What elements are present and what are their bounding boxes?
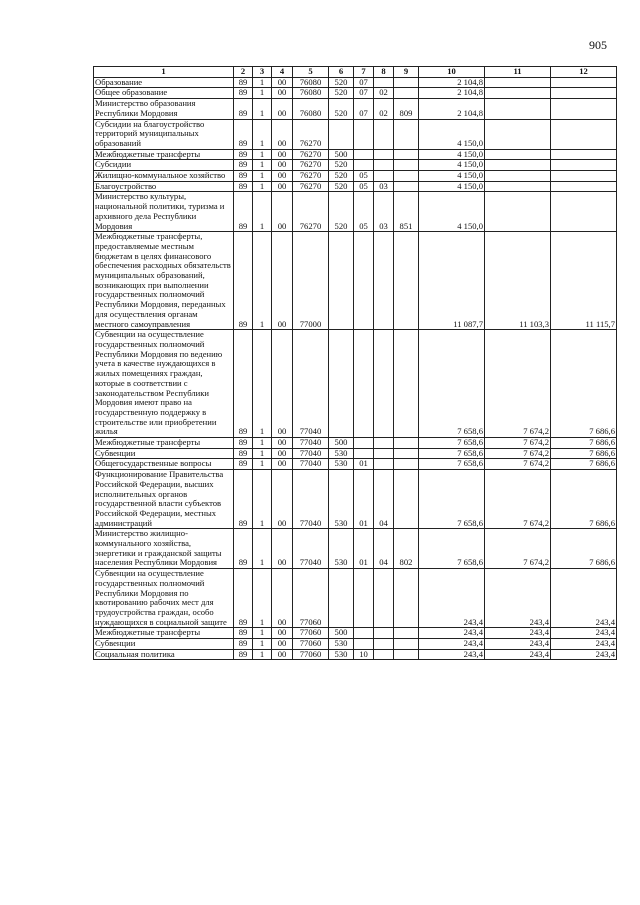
code-cell: 1 (253, 569, 272, 628)
code-cell: 00 (272, 448, 293, 459)
code-cell (394, 77, 419, 88)
amount-cell: 243,4 (551, 649, 617, 660)
code-cell: 1 (253, 459, 272, 470)
table-row (94, 160, 617, 171)
amount-cell: 11 087,7 (419, 232, 485, 330)
amount-cell (485, 192, 551, 232)
amount-cell: 4 150,0 (419, 171, 485, 182)
amount-cell: 243,4 (419, 569, 485, 628)
code-cell: 76270 (293, 119, 329, 149)
code-cell: 77060 (293, 569, 329, 628)
code-cell: 89 (234, 639, 253, 650)
row-name-cell: Субсидии на благоустройство территорий муниципальных образований (94, 119, 234, 149)
amount-cell: 243,4 (485, 639, 551, 650)
code-cell (354, 639, 374, 650)
code-cell: 89 (234, 330, 253, 438)
code-cell (394, 149, 419, 160)
code-cell (354, 232, 374, 330)
col-header: 2 (234, 67, 253, 78)
code-cell: 00 (272, 99, 293, 119)
code-cell: 1 (253, 77, 272, 88)
code-cell: 89 (234, 448, 253, 459)
amount-cell: 4 150,0 (419, 160, 485, 171)
code-cell: 89 (234, 232, 253, 330)
amount-cell: 11 103,3 (485, 232, 551, 330)
code-cell: 520 (329, 77, 354, 88)
code-cell: 1 (253, 448, 272, 459)
code-cell: 77040 (293, 330, 329, 438)
amount-cell: 243,4 (551, 639, 617, 650)
table-row (94, 181, 617, 192)
code-cell: 77060 (293, 649, 329, 660)
code-cell: 89 (234, 628, 253, 639)
amount-cell: 4 150,0 (419, 149, 485, 160)
amount-cell: 7 674,2 (485, 448, 551, 459)
code-cell: 1 (253, 232, 272, 330)
code-cell: 809 (394, 99, 419, 119)
code-cell: 1 (253, 529, 272, 569)
code-cell: 00 (272, 149, 293, 160)
code-cell: 89 (234, 438, 253, 449)
table-row (94, 470, 617, 529)
code-cell (329, 330, 354, 438)
code-cell: 1 (253, 628, 272, 639)
code-cell (374, 119, 394, 149)
code-cell: 530 (329, 529, 354, 569)
code-cell: 07 (354, 99, 374, 119)
code-cell: 530 (329, 649, 354, 660)
row-name-cell: Межбюджетные трансферты (94, 149, 234, 160)
amount-cell (485, 181, 551, 192)
page-number: 905 (589, 38, 607, 52)
code-cell (394, 639, 419, 650)
amount-cell: 4 150,0 (419, 119, 485, 149)
code-cell (374, 171, 394, 182)
table-row (94, 448, 617, 459)
amount-cell (551, 77, 617, 88)
code-cell: 05 (354, 171, 374, 182)
table-body (94, 77, 617, 660)
code-cell: 03 (374, 192, 394, 232)
code-cell: 00 (272, 88, 293, 99)
code-cell (394, 181, 419, 192)
code-cell: 76270 (293, 181, 329, 192)
amount-cell: 2 104,8 (419, 99, 485, 119)
code-cell: 05 (354, 192, 374, 232)
code-cell (394, 119, 419, 149)
code-cell (394, 448, 419, 459)
code-cell (354, 160, 374, 171)
col-header: 10 (419, 67, 485, 78)
table-row (94, 77, 617, 88)
row-name-cell: Субсидии (94, 160, 234, 171)
col-header: 9 (394, 67, 419, 78)
code-cell: 77040 (293, 438, 329, 449)
amount-cell: 2 104,8 (419, 88, 485, 99)
code-cell (374, 330, 394, 438)
code-cell: 1 (253, 99, 272, 119)
code-cell: 00 (272, 160, 293, 171)
amount-cell (551, 149, 617, 160)
budget-table (93, 66, 617, 660)
row-name-cell: Общее образование (94, 88, 234, 99)
code-cell (374, 77, 394, 88)
amount-cell: 7 674,2 (485, 330, 551, 438)
code-cell (374, 160, 394, 171)
code-cell: 1 (253, 649, 272, 660)
amount-cell (485, 99, 551, 119)
code-cell: 500 (329, 149, 354, 160)
code-cell: 00 (272, 330, 293, 438)
code-cell (374, 438, 394, 449)
code-cell: 520 (329, 88, 354, 99)
code-cell: 77040 (293, 470, 329, 529)
amount-cell: 243,4 (485, 628, 551, 639)
code-cell: 76080 (293, 88, 329, 99)
row-name-cell: Субвенции на осуществление государственных полномочий Республики Мордовия по квотированию рабочих мест для трудоустройства граждан, особо нуждающихся в социальной защите (94, 569, 234, 628)
code-cell: 89 (234, 99, 253, 119)
amount-cell: 7 658,6 (419, 448, 485, 459)
code-cell (329, 232, 354, 330)
row-name-cell: Министерство жилищно-коммунального хозяйства, энергетики и гражданской защиты населения Республики Мордовия (94, 529, 234, 569)
amount-cell: 7 686,6 (551, 448, 617, 459)
table-row (94, 99, 617, 119)
amount-cell: 7 658,6 (419, 529, 485, 569)
code-cell: 1 (253, 438, 272, 449)
code-cell: 00 (272, 181, 293, 192)
code-cell: 77040 (293, 459, 329, 470)
code-cell: 00 (272, 470, 293, 529)
code-cell: 76080 (293, 77, 329, 88)
table-row (94, 192, 617, 232)
code-cell: 89 (234, 649, 253, 660)
code-cell: 00 (272, 569, 293, 628)
code-cell: 1 (253, 192, 272, 232)
amount-cell (485, 171, 551, 182)
code-cell: 1 (253, 639, 272, 650)
amount-cell: 243,4 (551, 628, 617, 639)
row-name-cell: Субвенции (94, 448, 234, 459)
header-row (94, 67, 617, 78)
amount-cell: 243,4 (551, 569, 617, 628)
table-row (94, 569, 617, 628)
code-cell (394, 160, 419, 171)
amount-cell: 4 150,0 (419, 181, 485, 192)
code-cell: 1 (253, 149, 272, 160)
code-cell: 76270 (293, 160, 329, 171)
amount-cell (485, 119, 551, 149)
code-cell: 89 (234, 119, 253, 149)
amount-cell (485, 160, 551, 171)
code-cell: 530 (329, 639, 354, 650)
row-name-cell: Субвенции на осуществление государственных полномочий Республики Мордовия по ведению учета в качестве нуждающихся в жилых помещениях граждан, которые в соответствии с законодательством Республики Мордовия имеют право на государственную поддержку в строительстве или приобретении жилья (94, 330, 234, 438)
table-row (94, 88, 617, 99)
code-cell: 89 (234, 181, 253, 192)
code-cell: 00 (272, 119, 293, 149)
amount-cell: 7 674,2 (485, 470, 551, 529)
code-cell: 1 (253, 470, 272, 529)
amount-cell: 7 674,2 (485, 459, 551, 470)
row-name-cell: Образование (94, 77, 234, 88)
col-header: 6 (329, 67, 354, 78)
code-cell: 1 (253, 119, 272, 149)
code-cell (374, 569, 394, 628)
code-cell (394, 569, 419, 628)
code-cell (354, 330, 374, 438)
table-row (94, 639, 617, 650)
code-cell: 76270 (293, 149, 329, 160)
row-name-cell: Жилищно-коммунальное хозяйство (94, 171, 234, 182)
amount-cell: 7 674,2 (485, 529, 551, 569)
code-cell: 500 (329, 438, 354, 449)
code-cell (394, 232, 419, 330)
amount-cell: 7 658,6 (419, 330, 485, 438)
row-name-cell: Межбюджетные трансферты (94, 628, 234, 639)
code-cell: 76270 (293, 192, 329, 232)
code-cell: 89 (234, 569, 253, 628)
amount-cell: 7 686,6 (551, 470, 617, 529)
code-cell: 10 (354, 649, 374, 660)
code-cell (354, 149, 374, 160)
code-cell (354, 438, 374, 449)
code-cell (394, 459, 419, 470)
code-cell: 89 (234, 88, 253, 99)
code-cell: 520 (329, 192, 354, 232)
amount-cell: 243,4 (419, 639, 485, 650)
code-cell: 530 (329, 448, 354, 459)
table-row (94, 459, 617, 470)
amount-cell: 243,4 (419, 628, 485, 639)
amount-cell: 4 150,0 (419, 192, 485, 232)
code-cell: 07 (354, 77, 374, 88)
col-header: 7 (354, 67, 374, 78)
amount-cell (551, 99, 617, 119)
table-row (94, 119, 617, 149)
code-cell: 1 (253, 330, 272, 438)
code-cell: 1 (253, 160, 272, 171)
code-cell: 05 (354, 181, 374, 192)
code-cell (394, 470, 419, 529)
code-cell (394, 171, 419, 182)
code-cell (354, 448, 374, 459)
code-cell (374, 649, 394, 660)
code-cell: 02 (374, 88, 394, 99)
code-cell (329, 569, 354, 628)
code-cell (374, 232, 394, 330)
table-row (94, 529, 617, 569)
code-cell: 01 (354, 470, 374, 529)
amount-cell: 243,4 (419, 649, 485, 660)
code-cell: 1 (253, 181, 272, 192)
code-cell: 04 (374, 470, 394, 529)
code-cell (354, 628, 374, 639)
col-header: 5 (293, 67, 329, 78)
code-cell: 89 (234, 171, 253, 182)
code-cell: 00 (272, 459, 293, 470)
code-cell: 76080 (293, 99, 329, 119)
row-name-cell: Министерство культуры, национальной политики, туризма и архивного дела Республики Мордовия (94, 192, 234, 232)
code-cell (374, 639, 394, 650)
code-cell (354, 119, 374, 149)
amount-cell: 7 658,6 (419, 438, 485, 449)
code-cell (394, 649, 419, 660)
code-cell: 76270 (293, 171, 329, 182)
code-cell: 01 (354, 459, 374, 470)
row-name-cell: Общегосударственные вопросы (94, 459, 234, 470)
row-name-cell: Социальная политика (94, 649, 234, 660)
code-cell: 89 (234, 160, 253, 171)
code-cell: 00 (272, 232, 293, 330)
amount-cell: 243,4 (485, 569, 551, 628)
code-cell (374, 628, 394, 639)
col-header: 8 (374, 67, 394, 78)
amount-cell (485, 88, 551, 99)
row-name-cell: Субвенции (94, 639, 234, 650)
code-cell (374, 149, 394, 160)
row-name-cell: Функционирование Правительства Российской Федерации, высших исполнительных органов государственной власти субъектов Российской Федерации, местных администраций (94, 470, 234, 529)
code-cell: 89 (234, 149, 253, 160)
code-cell (394, 438, 419, 449)
code-cell: 77040 (293, 529, 329, 569)
amount-cell: 11 115,7 (551, 232, 617, 330)
amount-cell: 7 686,6 (551, 459, 617, 470)
code-cell: 77060 (293, 639, 329, 650)
amount-cell: 7 674,2 (485, 438, 551, 449)
amount-cell (485, 77, 551, 88)
code-cell: 89 (234, 192, 253, 232)
row-name-cell: Министерство образования Республики Мордовия (94, 99, 234, 119)
code-cell: 00 (272, 438, 293, 449)
amount-cell: 7 686,6 (551, 438, 617, 449)
amount-cell: 7 686,6 (551, 529, 617, 569)
code-cell: 00 (272, 649, 293, 660)
code-cell: 520 (329, 160, 354, 171)
row-name-cell: Благоустройство (94, 181, 234, 192)
code-cell: 520 (329, 181, 354, 192)
amount-cell: 7 658,6 (419, 459, 485, 470)
code-cell: 00 (272, 529, 293, 569)
code-cell: 530 (329, 470, 354, 529)
amount-cell (551, 171, 617, 182)
amount-cell (551, 88, 617, 99)
code-cell: 77040 (293, 448, 329, 459)
amount-cell (551, 192, 617, 232)
code-cell: 500 (329, 628, 354, 639)
code-cell (329, 119, 354, 149)
amount-cell: 2 104,8 (419, 77, 485, 88)
code-cell (374, 448, 394, 459)
col-header: 3 (253, 67, 272, 78)
code-cell (394, 330, 419, 438)
table-row (94, 649, 617, 660)
code-cell: 00 (272, 192, 293, 232)
code-cell: 520 (329, 171, 354, 182)
code-cell: 89 (234, 470, 253, 529)
code-cell: 00 (272, 171, 293, 182)
code-cell (394, 88, 419, 99)
table-row (94, 171, 617, 182)
amount-cell: 7 658,6 (419, 470, 485, 529)
code-cell: 02 (374, 99, 394, 119)
code-cell (374, 459, 394, 470)
code-cell: 00 (272, 639, 293, 650)
amount-cell (551, 160, 617, 171)
table-row (94, 149, 617, 160)
code-cell: 530 (329, 459, 354, 470)
code-cell: 1 (253, 88, 272, 99)
code-cell (354, 569, 374, 628)
table-row (94, 438, 617, 449)
code-cell: 07 (354, 88, 374, 99)
code-cell: 89 (234, 459, 253, 470)
table-row (94, 232, 617, 330)
amount-cell: 7 686,6 (551, 330, 617, 438)
amount-cell (551, 181, 617, 192)
code-cell: 01 (354, 529, 374, 569)
code-cell (394, 628, 419, 639)
amount-cell: 243,4 (485, 649, 551, 660)
code-cell: 77060 (293, 628, 329, 639)
amount-cell (551, 119, 617, 149)
code-cell: 77000 (293, 232, 329, 330)
col-header: 12 (551, 67, 617, 78)
col-header: 4 (272, 67, 293, 78)
code-cell: 00 (272, 77, 293, 88)
code-cell: 04 (374, 529, 394, 569)
table-row (94, 330, 617, 438)
row-name-cell: Межбюджетные трансферты (94, 438, 234, 449)
code-cell: 851 (394, 192, 419, 232)
col-header: 1 (94, 67, 234, 78)
code-cell: 89 (234, 77, 253, 88)
code-cell: 802 (394, 529, 419, 569)
code-cell: 89 (234, 529, 253, 569)
table-row (94, 628, 617, 639)
code-cell: 520 (329, 99, 354, 119)
amount-cell (485, 149, 551, 160)
col-header: 11 (485, 67, 551, 78)
row-name-cell: Межбюджетные трансферты, предоставляемые местным бюджетам в целях финансового обеспечения расходных обязательств муниципальных образований, возникающих при выполнении государственных полномочий Республики Мордовия, переданных для осуществления органам местного самоуправления (94, 232, 234, 330)
code-cell: 1 (253, 171, 272, 182)
code-cell: 00 (272, 628, 293, 639)
code-cell: 03 (374, 181, 394, 192)
